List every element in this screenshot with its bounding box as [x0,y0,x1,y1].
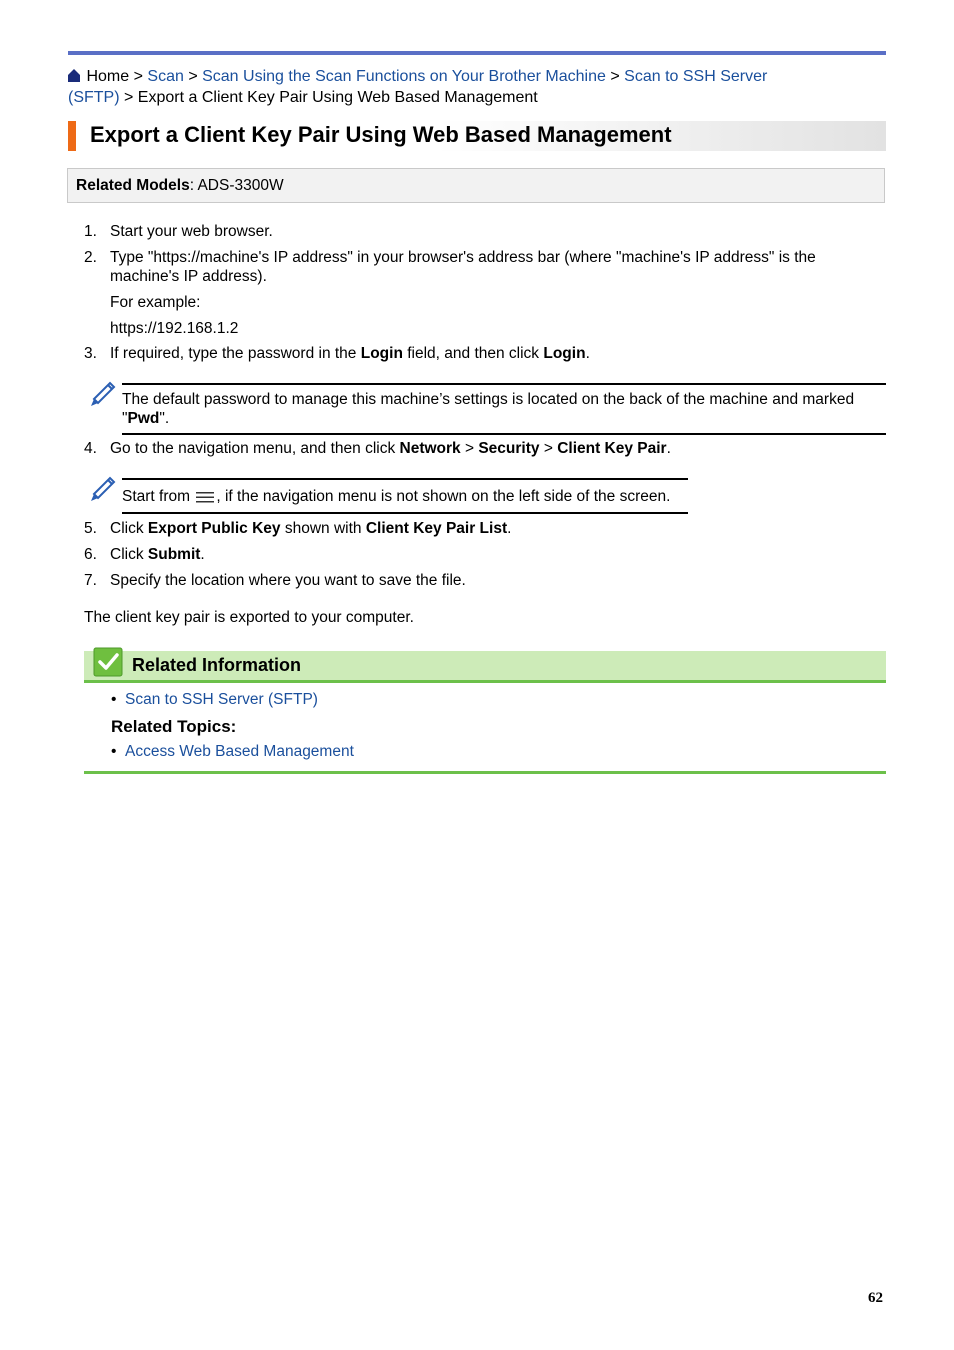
step-5-text-a: Click [110,520,148,537]
security-label: Security [478,440,540,457]
step-6-text-end: . [200,546,205,563]
related-topics-label: Related Topics: [111,717,237,736]
title-bar [68,121,886,151]
note-1-quote-open: " [122,410,128,427]
step-number: 3. [84,345,97,362]
step-number: 7. [84,572,97,589]
related-link-access-web-management[interactable]: Access Web Based Management [125,743,354,760]
related-models-label: Related Models [76,177,190,194]
step-4-sep-2: > [539,440,558,457]
note-2-text-b: , if the navigation menu is not shown on the left side of the screen. [216,488,671,505]
breadcrumb-sep: > [610,68,620,85]
breadcrumb-sep: > [188,68,198,85]
step-text: Specify the location where you want to save the file. [110,572,466,589]
related-bottom-rule [84,771,886,774]
step-number: 1. [84,223,97,240]
step-3-text-c: field, and then click [402,345,544,362]
note-text [122,390,886,428]
result-text: The client key pair is exported to your computer. [84,609,414,626]
login-field-label: Login [360,345,403,362]
export-public-key-label: Export Public Key [147,520,281,537]
step-5-text-c: shown with [280,520,366,537]
step-number: 5. [84,520,97,537]
check-icon [93,647,123,682]
page-title: Export a Client Key Pair Using Web Based Management [90,122,672,147]
step-5-text-end: . [507,520,512,537]
step-text [110,248,890,286]
client-key-pair-label: Client Key Pair [557,440,667,457]
step-6-text-a: Click [110,546,148,563]
related-models-text [76,177,284,195]
pencil-icon [88,472,118,507]
step-text [110,344,850,363]
pencil-icon [88,377,118,412]
top-rule [68,51,886,55]
menu-icon [196,489,214,508]
step-text: Start your web browser. [110,223,273,240]
home-icon [68,68,80,88]
related-models-value: : ADS-3300W [189,177,284,194]
client-key-pair-list-label: Client Key Pair List [365,520,508,537]
note-box [122,383,886,435]
step-number: 4. [84,440,97,457]
related-models-box [67,168,885,203]
step-number: 6. [84,546,97,563]
example-label: For example: [110,294,201,311]
network-label: Network [399,440,461,457]
example-value: https://192.168.1.2 [110,320,239,337]
breadcrumb-ssh-link-part2: (SFTP) [68,89,120,106]
breadcrumb-home: Home [86,68,130,85]
note-2-text-a: Start from [122,488,195,505]
step-2-line1: Type "https://machine's IP address" in your browser's address bar (where "machine's IP address" is the [110,249,816,266]
step-4-text-a: Go to the navigation menu, and then click [110,440,400,457]
note-1-bold: Pwd [127,410,160,427]
breadcrumb-current: Export a Client Key Pair Using Web Based Management [137,89,538,106]
breadcrumb-sep: > [124,89,134,106]
breadcrumb-ssh-link-part1: Scan to SSH Server [624,68,768,85]
step-3-text-a: If required, type the password in the [110,345,361,362]
related-information-header [84,651,886,683]
breadcrumb-sep: > [133,68,143,85]
breadcrumb-scan-link[interactable]: Scan [147,68,184,85]
note-text [122,487,688,508]
submit-label: Submit [147,546,201,563]
step-3-text-e: . [585,345,590,362]
breadcrumb-scan-functions-link[interactable]: Scan Using the Scan Functions on Your Brother Machine [202,68,606,85]
related-link-ssh-server[interactable]: Scan to SSH Server (SFTP) [125,691,318,708]
bullet: • [111,691,117,708]
note-1-line1: The default password to manage this machine’s settings is located on the back of the machine and marked [122,391,855,408]
bullet: • [111,743,117,760]
note-box [122,478,688,514]
breadcrumb [68,67,828,108]
note-1-quote-close: ". [159,410,170,427]
step-text [110,439,850,458]
login-button-label: Login [543,345,586,362]
step-number: 2. [84,249,97,266]
related-information-title: Related Information [132,655,302,675]
step-2-line2: machine's IP address). [110,268,267,285]
step-4-sep-1: > [460,440,479,457]
title-accent [68,121,76,151]
step-4-text-end: . [666,440,671,457]
page-number: 62 [868,1290,883,1306]
step-text [110,519,850,538]
step-text [110,545,850,564]
